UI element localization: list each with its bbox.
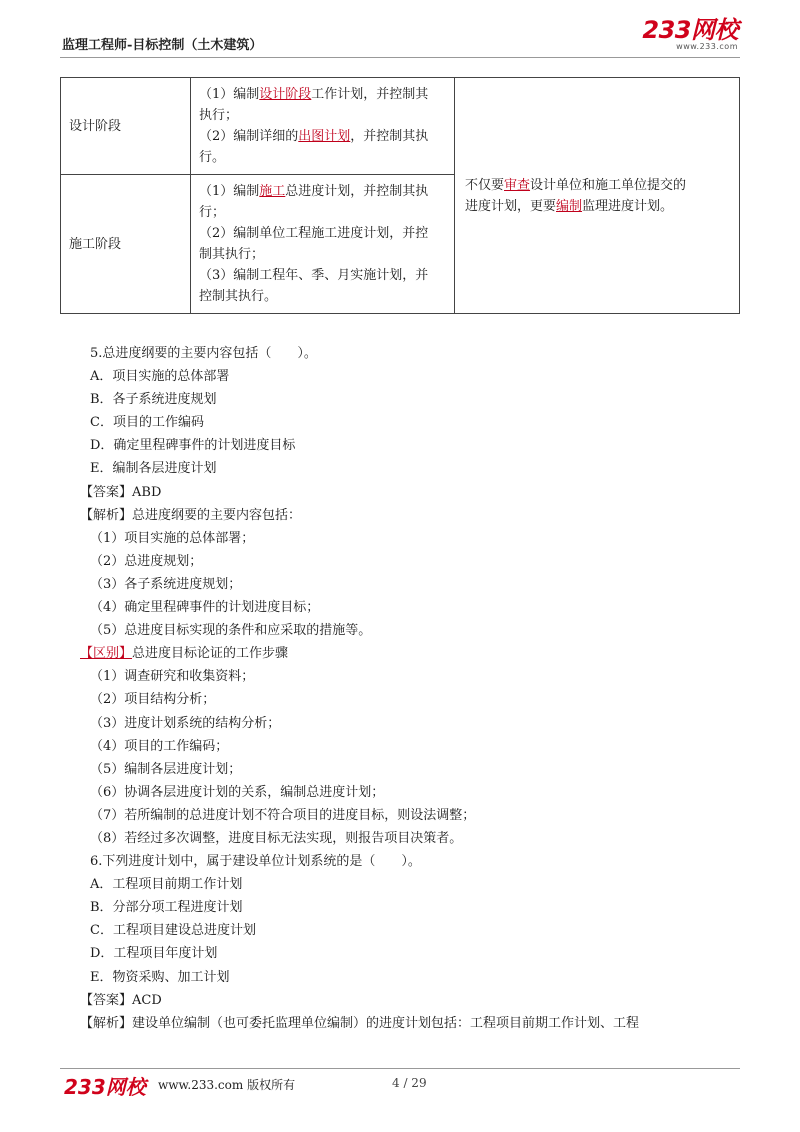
text-segment: 监理进度计划。	[582, 198, 674, 214]
q5-analysis	[80, 504, 750, 527]
list-item: （2）总进度规划；	[90, 553, 203, 569]
list-item: （5）总进度目标实现的条件和应采取的措施等。	[90, 623, 372, 639]
analysis-label: 【解析】	[80, 507, 133, 523]
text-segment: 总进度计划，并控制其执	[285, 184, 429, 199]
document-title: 监理工程师-目标控制（土木建筑）	[62, 38, 263, 53]
answer-value: ABD	[132, 484, 162, 500]
footer-copyright: www.233.com 版权所有	[158, 1078, 296, 1092]
text-segment: ，并控制其执	[350, 129, 429, 144]
keyword-highlight: 编制	[556, 198, 583, 214]
note-cell	[455, 78, 740, 314]
list-item: （6）协调各层进度计划的关系，编制总进度计划；	[90, 784, 385, 800]
text-segment: 行；	[199, 205, 226, 220]
text-segment: 工作计划，并控制其	[311, 87, 429, 102]
text-line	[199, 286, 446, 307]
q6-option-b: B．分部分项工程进度计划	[90, 900, 243, 916]
question-6: 6.下列进度计划中，属于建设单位计划系统的是（ ）。	[90, 854, 421, 870]
answer-label: 【答案】	[80, 484, 133, 500]
answer-value: ACD	[132, 992, 162, 1008]
analysis-text: 总进度纲要的主要内容包括：	[132, 507, 302, 523]
list-item: （8）若经过多次调整，进度目标无法实现，则报告项目决策者。	[90, 830, 463, 846]
text-line	[199, 105, 446, 126]
text-segment: 进度计划，更要	[465, 198, 557, 214]
q5-option-a: A．项目实施的总体部署	[90, 369, 230, 385]
keyword-highlight: 施工	[259, 184, 286, 199]
stage-cell: 设计阶段	[61, 78, 191, 175]
text-line	[199, 147, 446, 168]
tasks-cell	[191, 78, 455, 175]
q6-option-c: C．工程项目建设总进度计划	[90, 923, 256, 939]
text-segment: 不仅要	[465, 177, 505, 193]
text-line	[199, 126, 446, 147]
analysis-text: 建设单位编制（也可委托监理单位编制）的进度计划包括：工程项目前期工作计划、工程	[132, 1015, 640, 1031]
text-segment: 行。	[199, 150, 226, 165]
list-item: （2）项目结构分析；	[90, 692, 216, 708]
list-item: （1）调查研究和收集资料；	[90, 669, 255, 685]
difference-text: 总进度目标论证的工作步骤	[132, 646, 289, 662]
q6-answer	[80, 989, 750, 1012]
list-item: （4）项目的工作编码；	[90, 738, 229, 754]
q6-analysis	[80, 1012, 750, 1035]
page-number: 4 / 29	[392, 1076, 427, 1090]
text-line	[199, 244, 446, 265]
difference-label: 【区别】	[80, 646, 133, 662]
text-segment: （2）编制详细的	[199, 129, 299, 144]
list-item: （4）确定里程碑事件的计划进度目标；	[90, 600, 320, 616]
footer-logo: 233网校	[64, 1075, 146, 1099]
header-divider	[60, 57, 740, 58]
text-line	[199, 265, 446, 286]
text-line	[199, 202, 446, 223]
stage-cell: 施工阶段	[61, 175, 191, 314]
logo-text: 233网校	[642, 16, 738, 44]
text-segment: 制其执行；	[199, 247, 265, 262]
keyword-highlight: 出图计划	[298, 129, 351, 144]
q5-option-b: B．各子系统进度规划	[90, 392, 217, 408]
q5-difference	[80, 642, 750, 665]
text-segment: （1）编制	[199, 184, 260, 199]
q6-option-e: E．物资采购、加工计划	[90, 969, 230, 985]
list-item: （5）编制各层进度计划；	[90, 761, 242, 777]
text-line	[199, 181, 446, 202]
q5-answer	[80, 481, 750, 504]
table-row	[61, 78, 740, 175]
q6-option-a: A．工程项目前期工作计划	[90, 877, 243, 893]
list-item: （7）若所编制的总进度计划不符合项目的进度目标，则设法调整；	[90, 807, 476, 823]
text-line	[199, 84, 446, 105]
tasks-cell	[191, 175, 455, 314]
text-segment: （3）编制工程年、季、月实施计划，并	[199, 268, 429, 283]
answer-label: 【答案】	[80, 992, 133, 1008]
brand-logo	[642, 18, 738, 51]
keyword-highlight: 设计阶段	[259, 87, 312, 102]
text-line	[199, 223, 446, 244]
text-segment: 设计单位和施工单位提交的	[530, 177, 687, 193]
text-line	[465, 175, 729, 196]
list-item: （3）进度计划系统的结构分析；	[90, 715, 281, 731]
list-item: （1）项目实施的总体部署；	[90, 530, 255, 546]
q5-option-c: C．项目的工作编码	[90, 415, 204, 431]
analysis-label: 【解析】	[80, 1015, 133, 1031]
logo-url: www.233.com	[676, 42, 738, 51]
q5-option-e: E．编制各层进度计划	[90, 461, 217, 477]
q5-option-d: D．确定里程碑事件的计划进度目标	[90, 438, 296, 454]
text-segment: 执行；	[199, 108, 239, 123]
text-segment: （2）编制单位工程施工进度计划，并控	[199, 226, 429, 241]
question-content	[80, 342, 750, 1035]
question-5: 5.总进度纲要的主要内容包括（ ）。	[90, 346, 317, 361]
keyword-highlight: 审查	[504, 177, 531, 193]
text-segment: （1）编制	[199, 87, 260, 102]
list-item: （3）各子系统进度规划；	[90, 576, 242, 592]
footer-divider	[60, 1068, 740, 1069]
text-segment: 控制其执行。	[199, 289, 278, 304]
text-line	[465, 196, 729, 217]
stage-table	[60, 77, 740, 314]
q6-option-d: D．工程项目年度计划	[90, 946, 218, 962]
